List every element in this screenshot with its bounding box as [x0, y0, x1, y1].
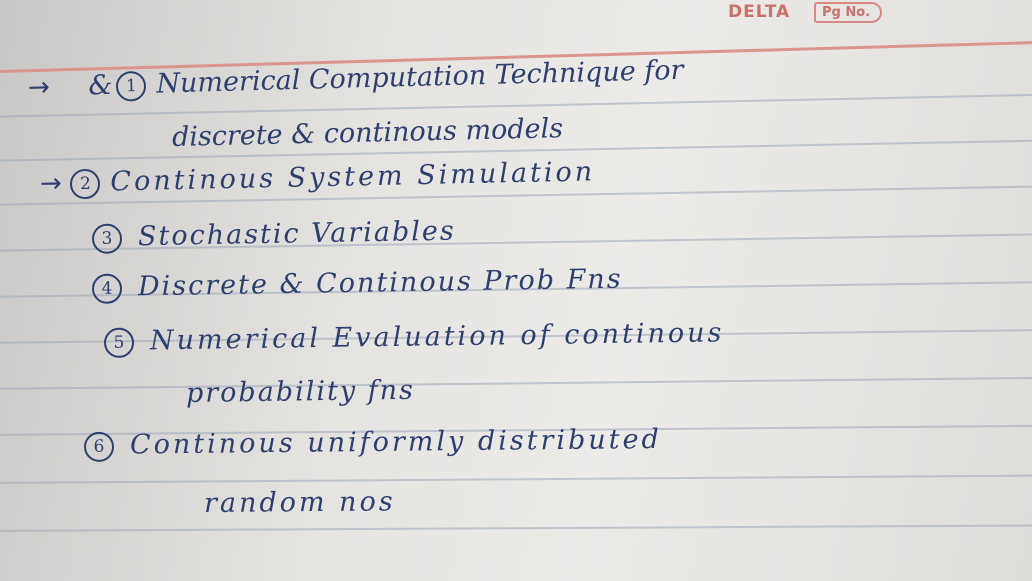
notebook-brand: DELTA: [728, 2, 791, 22]
arrow-icon: →: [39, 168, 63, 199]
item-number: 6: [84, 431, 114, 461]
note-line-2: [172, 113, 564, 153]
note-line-3: [40, 156, 596, 199]
note-text: Numerical Evaluation of continous: [149, 317, 725, 357]
note-line-4: [92, 216, 456, 254]
note-line-7: [186, 375, 415, 409]
note-line-8: [84, 424, 662, 462]
note-text: Numerical Computation Technique for: [155, 54, 684, 100]
note-text: random nos: [203, 486, 396, 519]
note-prefix: &: [87, 69, 113, 102]
ruled-line: [0, 524, 1032, 532]
item-number: 1: [116, 70, 147, 101]
item-number: 2: [70, 168, 101, 199]
note-text: Stochastic Variables: [137, 215, 456, 253]
note-text: probability fns: [185, 374, 416, 409]
item-number: 5: [104, 327, 134, 357]
page-number-box: Pg No.: [814, 2, 882, 23]
note-text: Continous uniformly distributed: [129, 423, 662, 461]
note-line-5: [92, 264, 623, 304]
ruled-line: [0, 377, 1032, 390]
item-number: 4: [92, 273, 122, 303]
note-line-6: [104, 317, 725, 357]
arrow-icon: →: [27, 72, 51, 103]
note-text: Discrete & Continous Prob Fns: [137, 263, 623, 303]
note-text: discrete & continous models: [171, 113, 564, 153]
note-line-9: [204, 486, 396, 519]
item-number: 3: [92, 223, 123, 254]
ruled-line: [0, 474, 1032, 484]
note-text: Continous System Simulation: [110, 156, 596, 198]
